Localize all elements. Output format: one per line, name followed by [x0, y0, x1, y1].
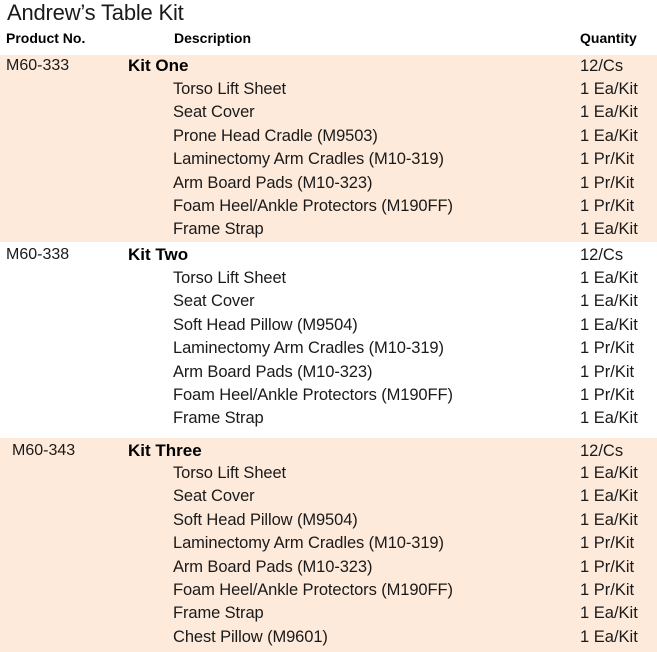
page-title: Andrew’s Table Kit	[7, 0, 184, 25]
product-number: M60-333	[6, 57, 70, 74]
item-description: Soft Head Pillow (M9504)	[173, 510, 358, 529]
product-number: M60-338	[6, 246, 70, 263]
kit-name: Kit Two	[128, 245, 189, 264]
item-quantity: 1 Ea/Kit	[580, 464, 638, 482]
item-description: Frame Strap	[173, 220, 264, 239]
item-quantity: 1 Ea/Kit	[580, 510, 638, 529]
kit-quantity: 12/Cs	[580, 442, 624, 460]
item-description: Foam Heel/Ankle Protectors (M190FF)	[173, 581, 453, 599]
header-description: Description	[174, 30, 252, 46]
item-description: Arm Board Pads (M10-323)	[173, 362, 373, 381]
product-number: M60-343	[12, 442, 76, 459]
item-description: Seat Cover	[173, 292, 255, 311]
item-description: Frame Strap	[173, 604, 264, 623]
kit-block	[0, 242, 657, 432]
item-quantity: 1 Pr/Kit	[580, 557, 635, 576]
item-quantity: 1 Ea/Kit	[580, 80, 638, 98]
item-quantity: 1 Ea/Kit	[580, 604, 638, 623]
item-description: Foam Heel/Ankle Protectors (M190FF)	[173, 386, 453, 404]
item-description: Prone Head Cradle (M9503)	[173, 126, 378, 145]
item-description: Arm Board Pads (M10-323)	[173, 557, 373, 576]
item-quantity: 1 Ea/Kit	[580, 292, 638, 311]
item-description: Laminectomy Arm Cradles (M10-319)	[173, 150, 444, 169]
item-quantity: 1 Ea/Kit	[580, 487, 638, 506]
item-quantity: 1 Ea/Kit	[580, 269, 638, 287]
item-description: Foam Heel/Ankle Protectors (M190FF)	[173, 197, 453, 215]
header-product-no: Product No.	[6, 30, 86, 46]
item-description: Torso Lift Sheet	[173, 269, 287, 287]
item-quantity: 1 Ea/Kit	[580, 220, 638, 239]
item-quantity: 1 Pr/Kit	[580, 581, 635, 599]
item-description: Frame Strap	[173, 409, 264, 428]
item-description: Torso Lift Sheet	[173, 80, 287, 98]
item-quantity: 1 Ea/Kit	[580, 627, 638, 646]
item-description: Soft Head Pillow (M9504)	[173, 315, 358, 334]
item-description: Seat Cover	[173, 103, 255, 122]
item-quantity: 1 Pr/Kit	[580, 386, 635, 404]
header-quantity: Quantity	[580, 30, 637, 46]
item-quantity: 1 Pr/Kit	[580, 197, 635, 215]
kit-block	[0, 438, 657, 652]
item-quantity: 1 Pr/Kit	[580, 173, 635, 192]
item-description: Arm Board Pads (M10-323)	[173, 173, 373, 192]
item-quantity: 1 Ea/Kit	[580, 315, 638, 334]
item-description: Laminectomy Arm Cradles (M10-319)	[173, 534, 444, 553]
kit-name: Kit Three	[128, 441, 202, 460]
item-description: Torso Lift Sheet	[173, 464, 287, 482]
item-quantity: 1 Ea/Kit	[580, 409, 638, 428]
item-description: Chest Pillow (M9601)	[173, 627, 328, 646]
kit-quantity: 12/Cs	[580, 246, 624, 264]
item-quantity: 1 Ea/Kit	[580, 103, 638, 122]
item-quantity: 1 Pr/Kit	[580, 362, 635, 381]
kit-name: Kit One	[128, 56, 189, 75]
item-quantity: 1 Pr/Kit	[580, 534, 635, 553]
kit-quantity: 12/Cs	[580, 57, 624, 75]
item-quantity: 1 Pr/Kit	[580, 150, 635, 169]
item-quantity: 1 Pr/Kit	[580, 339, 635, 358]
kit-block	[0, 55, 657, 242]
item-quantity: 1 Ea/Kit	[580, 126, 638, 145]
item-description: Laminectomy Arm Cradles (M10-319)	[173, 339, 444, 358]
item-description: Seat Cover	[173, 487, 255, 506]
